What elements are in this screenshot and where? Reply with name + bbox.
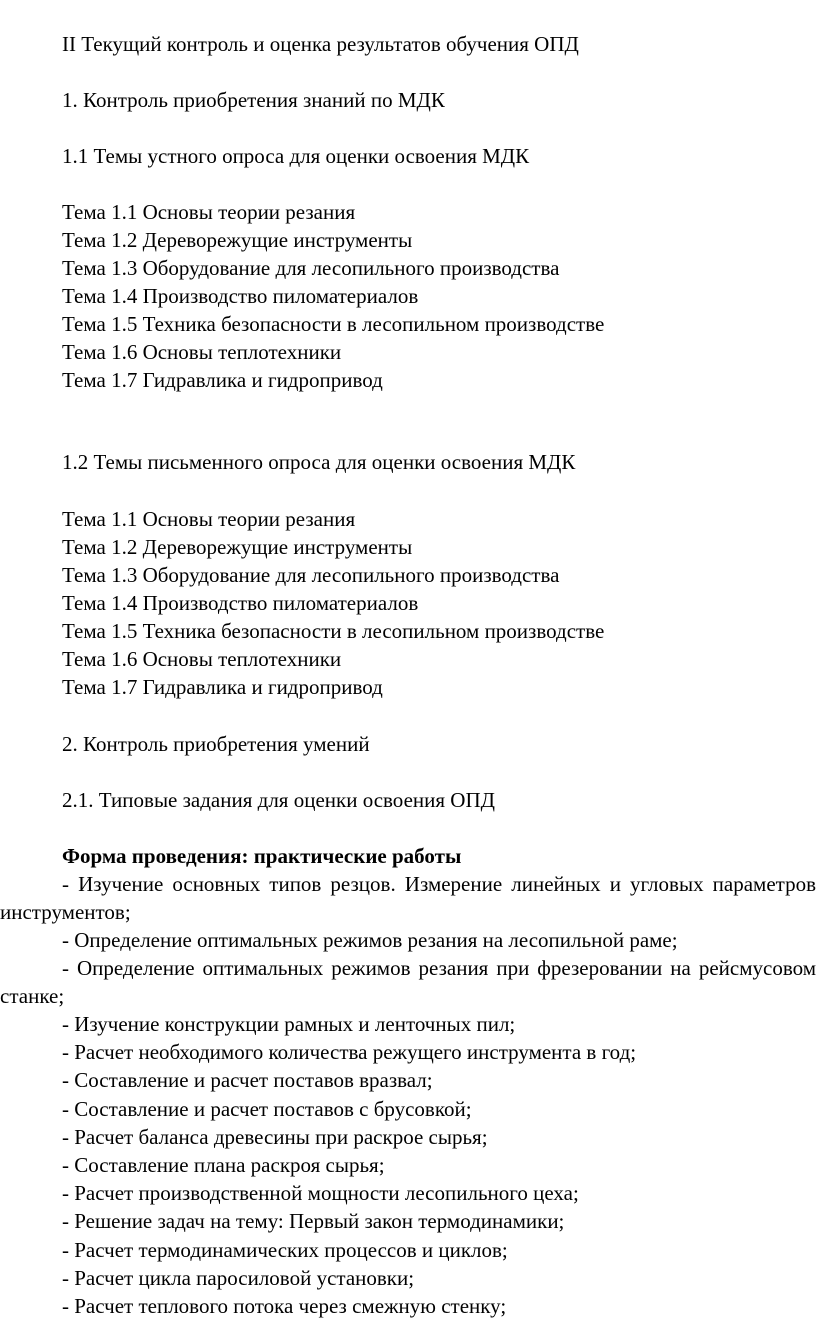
- task-item: - Решение задач на тему: Первый закон термодинамики;: [62, 1209, 565, 1234]
- written-topic-item: Тема 1.7 Гидравлика и гидропривод: [62, 675, 383, 699]
- subsection-1-1-title: 1.1 Темы устного опроса для оценки освоения МДК: [62, 144, 530, 168]
- written-topic-item: Тема 1.2 Дереворежущие инструменты: [62, 535, 413, 559]
- task-item: - Определение оптимальных режимов резания на лесопильной раме;: [62, 928, 678, 952]
- oral-topic-item: Тема 1.5 Техника безопасности в лесопильном производстве: [62, 312, 605, 336]
- written-topic-item: Тема 1.4 Производство пиломатериалов: [62, 591, 419, 615]
- section-2-title: 2. Контроль приобретения умений: [62, 732, 370, 756]
- written-topic-item: Тема 1.1 Основы теории резания: [62, 507, 356, 531]
- task-item: - Расчет цикла паросиловой установки;: [62, 1265, 415, 1290]
- oral-topic-item: Тема 1.7 Гидравлика и гидропривод: [62, 368, 383, 392]
- oral-topic-item: Тема 1.3 Оборудование для лесопильного производства: [62, 256, 560, 280]
- document-heading: II Текущий контроль и оценка результатов обучения ОПД: [62, 32, 579, 56]
- task-item: - Расчет термодинамических процессов и циклов;: [62, 1237, 508, 1262]
- task-item: - Расчет баланса древесины при раскрое сырья;: [62, 1124, 488, 1149]
- tasks-list: [62, 1010, 636, 1320]
- form-label: Форма проведения: практические работы: [62, 844, 462, 868]
- task-item: - Расчет необходимого количества режущего инструмента в год;: [62, 1040, 637, 1065]
- task-item: - Составление плана раскроя сырья;: [62, 1153, 385, 1178]
- task-item: - Расчет производственной мощности лесопильного цеха;: [62, 1181, 579, 1206]
- task-item: - Составление и расчет поставов с брусовкой;: [62, 1096, 472, 1121]
- oral-topic-item: Тема 1.6 Основы теплотехники: [62, 340, 342, 364]
- oral-topic-item: Тема 1.4 Производство пиломатериалов: [62, 284, 419, 308]
- task-item: - Расчет теплового потока через смежную стенку;: [62, 1294, 507, 1319]
- written-topic-item: Тема 1.3 Оборудование для лесопильного производства: [62, 563, 560, 587]
- task-item: - Составление и расчет поставов вразвал;: [62, 1068, 433, 1093]
- subsection-2-1-title: 2.1. Типовые задания для оценки освоения ОПД: [62, 788, 495, 812]
- task-item: - Изучение конструкции рамных и ленточных пил;: [62, 1012, 516, 1036]
- section-1-title: 1. Контроль приобретения знаний по МДК: [62, 88, 445, 112]
- oral-topic-item: Тема 1.1 Основы теории резания: [62, 200, 356, 224]
- written-topic-item: Тема 1.5 Техника безопасности в лесопильном производстве: [62, 619, 605, 643]
- oral-topic-item: Тема 1.2 Дереворежущие инструменты: [62, 228, 413, 252]
- written-topic-item: Тема 1.6 Основы теплотехники: [62, 647, 342, 671]
- task-item: - Изучение основных типов резцов. Измерение линейных и угловых параметров инструментов;: [0, 872, 816, 924]
- subsection-1-2-title: 1.2 Темы письменного опроса для оценки освоения МДК: [62, 450, 576, 474]
- task-item: - Определение оптимальных режимов резания при фрезеровании на рейсмусовом станке;: [0, 956, 816, 1008]
